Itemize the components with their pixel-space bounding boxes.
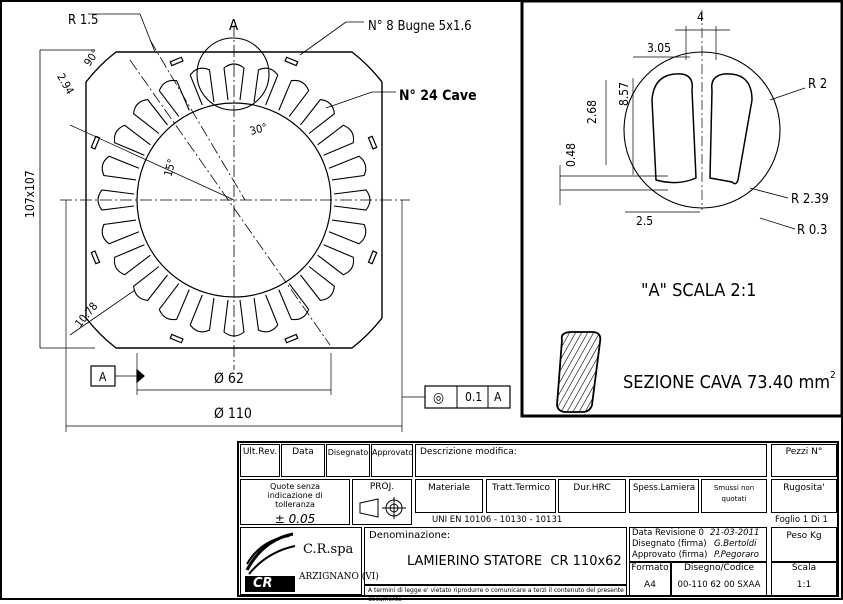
disegno-label: Disegno/Codice [683, 563, 755, 573]
bugna-notch [368, 251, 376, 264]
stator-slot [190, 295, 214, 332]
stator-slot [102, 156, 139, 180]
r03-label: R 0.3 [797, 223, 828, 238]
scala-box [771, 562, 837, 596]
hatch-line [579, 332, 624, 412]
scale-title: "A" SCALA 2:1 [641, 280, 757, 301]
formato-box [629, 562, 671, 596]
angle-90-label: 90° [81, 46, 103, 69]
slot-profile-right [710, 74, 752, 184]
stator-slot [134, 267, 168, 301]
pezzi: Pezzi N° [771, 444, 837, 477]
inner-diameter-label: Ø 62 [214, 371, 244, 387]
company-name: C.R.spa [303, 542, 354, 557]
legal-note: A termini di legge e' vietato riprodurre o comunicare a terzi il contenuto del presente documento [364, 585, 627, 596]
tratt-termico: Tratt.Termico [486, 479, 556, 513]
revision-box [629, 527, 767, 562]
descr-modifica: Descrizione modifica: [415, 444, 767, 477]
quote-box [240, 479, 350, 525]
data-revisione-value: 21-03-2011 [710, 528, 760, 538]
r03-leader [760, 218, 795, 229]
proj-box [352, 479, 412, 525]
angle-30-label: 30° [248, 120, 269, 138]
dim-268-label: 2.68 [585, 99, 599, 124]
stator-slot [102, 220, 139, 244]
hatch-line [549, 332, 594, 412]
stator-slot [301, 100, 335, 134]
stator-slot [190, 68, 214, 105]
spess-lamiera: Spess.Lamiera [629, 479, 699, 513]
stator-slot [254, 295, 278, 332]
dim-1078-label: 10.78 [72, 299, 101, 330]
stator-slot [279, 80, 309, 116]
section-a-letter: A [229, 16, 239, 34]
bugna-notch [170, 334, 183, 342]
quote-value: ± 0.05 [274, 512, 316, 526]
proj-label: PROJ. [369, 482, 395, 492]
formato-label: Formato [631, 563, 669, 573]
rugosita: Rugosita' [771, 479, 837, 513]
r2-leader [770, 88, 805, 100]
hatch-line [573, 332, 618, 412]
stator-slot [329, 220, 366, 244]
smussi: Smussi non quotati [701, 479, 767, 513]
stator-slot [279, 284, 309, 320]
projection-symbol-icon [354, 495, 410, 521]
tol-value: 0.1 [465, 390, 483, 404]
quote-label: Quote senza indicazione di tolleranza [267, 482, 323, 509]
disegnato-label: Disegnato (firma) [632, 539, 707, 549]
denominazione-box [364, 527, 627, 585]
stator-slot [114, 125, 150, 155]
stator-slot [134, 100, 168, 134]
logo-text: CR [253, 576, 273, 591]
hatch-line [567, 332, 612, 412]
approvato-value: P.Pegoraro [714, 550, 760, 560]
bugna-notch [170, 57, 183, 65]
tol-symbol: ◎ [433, 390, 444, 406]
denominazione-label: Denominazione: [369, 530, 451, 541]
dur-hrc: Dur.HRC [558, 479, 626, 513]
dim-25-label: 2.5 [636, 214, 654, 228]
hatch-line [561, 332, 606, 412]
hatch-line [513, 332, 558, 412]
stator-slot [318, 125, 354, 155]
r239-label: R 2.39 [791, 192, 829, 207]
bugna-notch [285, 334, 298, 342]
hdr-ult-rev: Ult.Rev. [240, 444, 280, 477]
data-revisione-label: Data Revisione 0 [632, 528, 704, 538]
hatch-line [531, 332, 576, 412]
hdr-data: Data [281, 444, 325, 477]
denominazione-value: LAMIERINO STATORE CR 110x62 [407, 554, 622, 569]
dim-857-label: 8.57 [617, 81, 631, 106]
hdr-approvato: Approvato [371, 444, 413, 477]
approvato-label: Approvato (firma) [632, 550, 708, 560]
stator-slot [159, 284, 189, 320]
disegno-value: 00-110 62 00 SXAA [677, 580, 761, 590]
stator-slot [301, 267, 335, 301]
dim-294-label: 2.94 [54, 71, 77, 97]
formato-value: A4 [644, 580, 656, 590]
materiale: Materiale [415, 479, 483, 513]
bugne-leader-2 [300, 22, 346, 55]
height-107-label: 107x107 [23, 170, 37, 218]
r239-leader [750, 188, 788, 198]
r2-label: R 2 [808, 77, 828, 92]
bugna-notch [285, 57, 298, 65]
uni-standard: UNI EN 10106 - 10130 - 10131 [432, 515, 563, 525]
tol-datum: A [494, 390, 502, 404]
radius-r15-label: R 1.5 [68, 13, 99, 28]
dim-305-label: 3.05 [647, 41, 672, 55]
hatch-line [525, 332, 570, 412]
bugna-notch [91, 251, 99, 264]
hatch-line [507, 332, 552, 412]
foglio: Foglio 1 Di 1 [775, 515, 828, 525]
peso: Peso Kg [771, 527, 837, 562]
datum-triangle [137, 370, 144, 382]
stator-slot [318, 245, 354, 275]
bugna-notch [368, 136, 376, 149]
cave-label: N° 24 Cave [399, 88, 477, 104]
slot-profile-left [652, 74, 696, 183]
datum-a-text: A [99, 370, 107, 384]
dim-4-label: 4 [697, 10, 704, 24]
dim-048-label: 0.48 [564, 142, 578, 167]
angle-30-line [70, 125, 234, 200]
stator-slot [114, 245, 150, 275]
company-city: ARZIGNANO (VI) [299, 572, 379, 582]
disegnato-value: G.Bertoldi [714, 539, 757, 549]
bugne-label: N° 8 Bugne 5x1.6 [368, 19, 472, 34]
r15-leader-2 [140, 14, 155, 52]
company-box [240, 527, 379, 595]
hdr-disegnato: Disegnato [326, 444, 370, 477]
scala-value: 1:1 [796, 580, 812, 590]
stator-slot [329, 156, 366, 180]
outer-diameter-label: Ø 110 [214, 406, 252, 422]
cave-leader-2 [326, 92, 372, 108]
disegno-box [671, 562, 767, 596]
scala-label: Scala [791, 563, 817, 573]
hatch-line [495, 332, 540, 412]
detail-view-circle [624, 52, 780, 208]
angle-15-label: 15° [161, 157, 179, 178]
hatch-line [543, 332, 588, 412]
section-area-label: SEZIONE CAVA 73.40 $mm^2$ [623, 370, 836, 393]
